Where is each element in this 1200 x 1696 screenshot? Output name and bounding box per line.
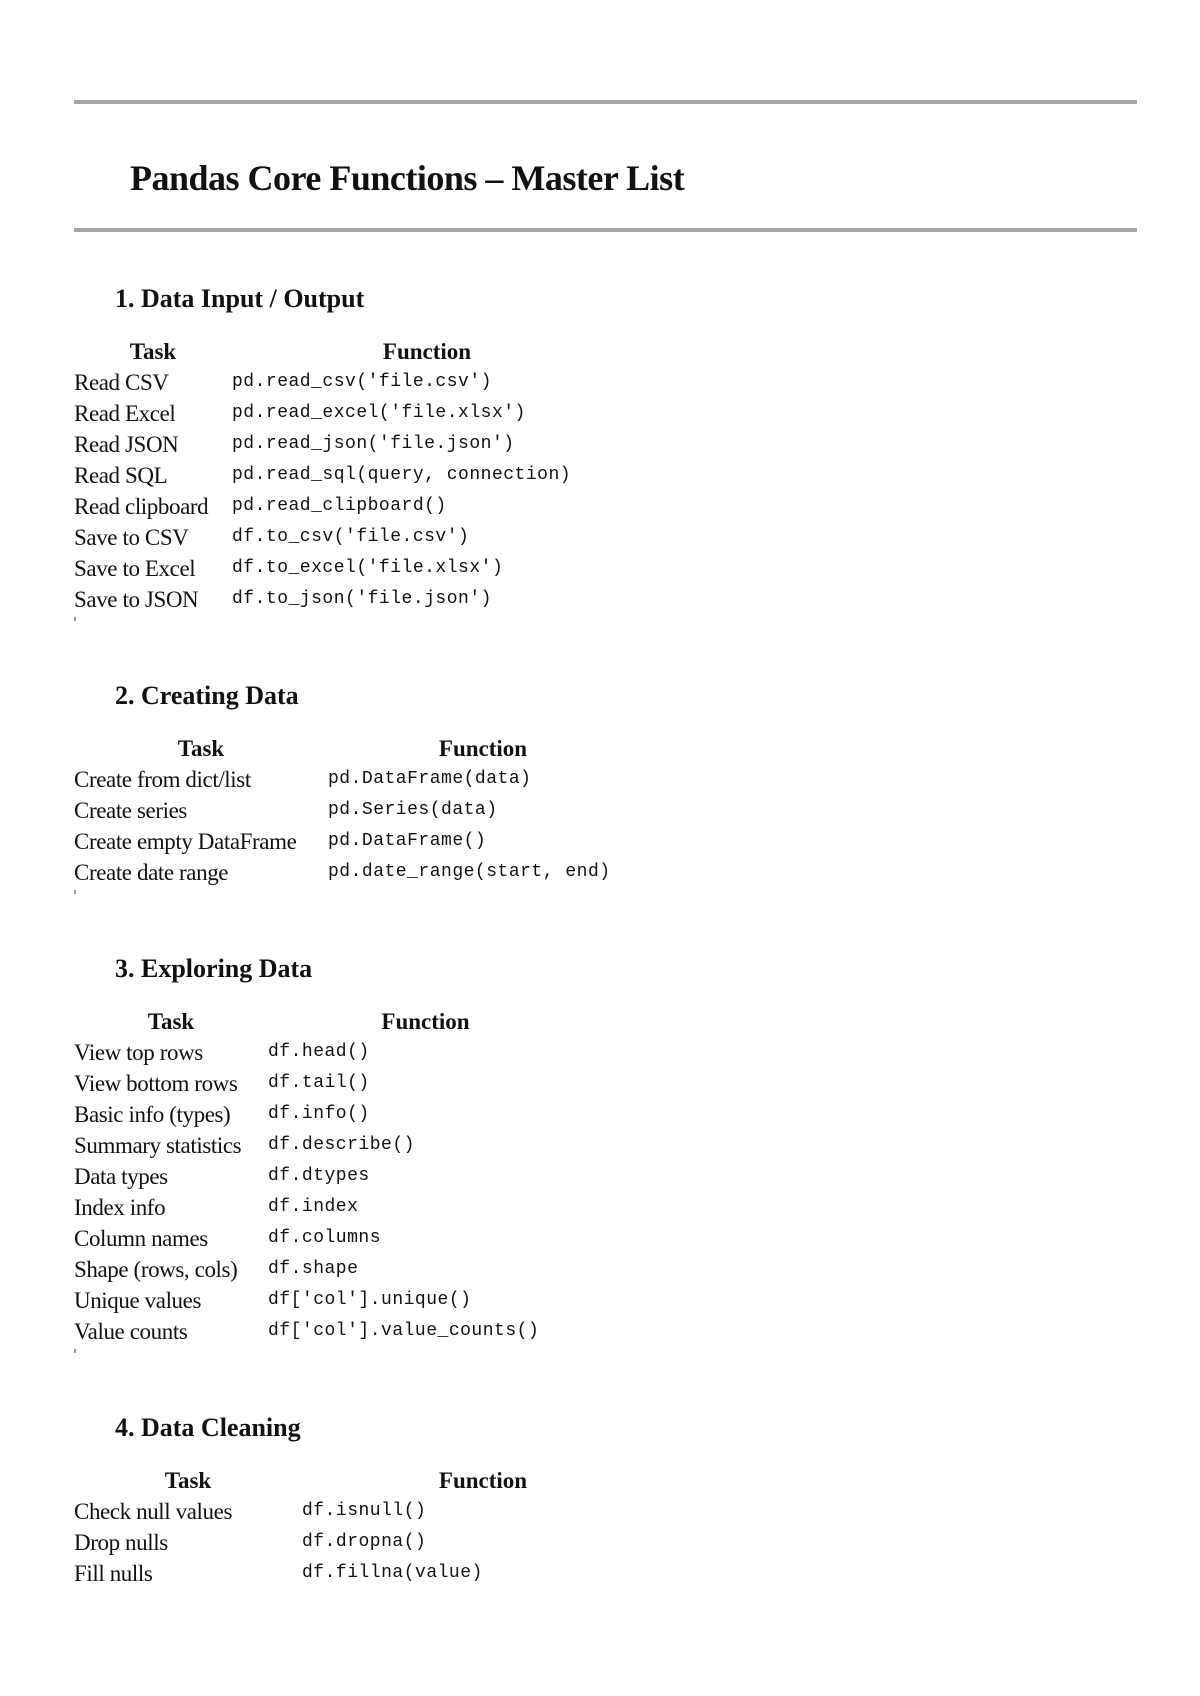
top-divider [74,100,1137,104]
table-row [74,553,622,584]
function-cell: df.tail() [268,1073,370,1093]
task-cell: Check null values [74,1499,232,1524]
column-header-task: Task [129,339,177,364]
column-header-function: Function [381,1009,470,1034]
task-cell: Value counts [74,1319,188,1344]
function-cell: df.head() [268,1042,370,1062]
column-header-function: Function [438,1468,528,1493]
task-cell: Shape (rows, cols) [74,1257,238,1282]
section-creating-data [74,679,638,894]
function-table [74,1008,583,1347]
section-data-cleaning [74,1411,664,1589]
table-row [74,1527,664,1558]
function-cell: df.fillna(value) [302,1563,483,1583]
function-table [74,1467,664,1589]
table-row [74,1192,583,1223]
function-cell: df.index [268,1197,359,1217]
task-cell: Save to CSV [74,525,189,550]
table-row [74,1316,583,1347]
section-heading: 2. Creating Data [115,681,299,710]
section-heading: 4. Data Cleaning [115,1413,301,1442]
task-cell: Save to Excel [74,556,196,581]
table-header-row [74,1008,583,1037]
function-cell: df.to_json('file.json') [232,589,492,609]
function-cell: pd.DataFrame() [328,831,487,851]
table-row [74,1068,583,1099]
table-row [74,1223,583,1254]
table-row [74,584,622,615]
task-cell: Basic info (types) [74,1102,231,1127]
document-title: Pandas Core Functions – Master List [130,158,685,198]
task-cell: View top rows [74,1040,203,1065]
function-cell: df.to_excel('file.xlsx') [232,558,504,578]
function-cell: df.dtypes [268,1166,370,1186]
column-header-task: Task [164,1468,212,1493]
table-row [74,1496,664,1527]
function-table [74,735,638,888]
section-exploring-data [74,952,583,1353]
section-heading: 1. Data Input / Output [115,284,365,313]
function-table [74,338,622,615]
function-cell: pd.read_csv('file.csv') [232,372,492,392]
table-row [74,398,622,429]
task-cell: Read SQL [74,463,168,488]
task-cell: Unique values [74,1288,202,1313]
task-cell: Fill nulls [74,1561,153,1586]
task-cell: Column names [74,1226,208,1251]
table-end-mark [74,617,76,621]
function-cell: df.shape [268,1259,359,1279]
table-row [74,429,622,460]
task-cell: Read CSV [74,370,169,395]
task-cell: Read JSON [74,432,179,457]
function-cell: df.info() [268,1104,370,1124]
function-cell: df.isnull() [302,1501,427,1521]
table-row [74,826,638,857]
column-header-task: Task [147,1009,195,1034]
task-cell: Summary statistics [74,1133,242,1158]
table-row [74,1099,583,1130]
table-row [74,1254,583,1285]
table-header-row [74,735,638,764]
table-row [74,1161,583,1192]
table-end-mark [74,890,76,894]
table-row [74,1130,583,1161]
task-cell: Create from dict/list [74,767,251,792]
table-row [74,522,622,553]
column-header-function: Function [382,339,472,364]
function-cell: pd.read_sql(query, connection) [232,465,572,485]
task-cell: Index info [74,1195,166,1220]
function-cell: pd.Series(data) [328,800,498,820]
task-cell: Create date range [74,860,229,885]
function-cell: df['col'].value_counts() [268,1321,540,1341]
table-row [74,1037,583,1068]
function-cell: pd.date_range(start, end) [328,862,611,882]
table-header-row [74,1467,664,1496]
function-cell: df.to_csv('file.csv') [232,527,470,547]
task-cell: Read Excel [74,401,176,426]
function-cell: df['col'].unique() [268,1290,472,1310]
function-cell: df.columns [268,1228,382,1248]
function-cell: pd.read_excel('file.xlsx') [232,403,526,423]
function-cell: df.describe() [268,1135,415,1155]
task-cell: Create series [74,798,187,823]
table-row [74,1285,583,1316]
task-cell: Read clipboard [74,494,209,519]
table-row [74,460,622,491]
column-header-task: Task [177,736,225,761]
task-cell: Data types [74,1164,168,1189]
table-row [74,795,638,826]
table-end-mark [74,1349,76,1353]
function-cell: pd.read_json('file.json') [232,434,515,454]
table-row [74,764,638,795]
task-cell: View bottom rows [74,1071,238,1096]
table-row [74,1558,664,1589]
section-heading: 3. Exploring Data [115,954,313,983]
task-cell: Drop nulls [74,1530,168,1555]
section-data-io [74,282,622,621]
title-divider [74,228,1137,232]
function-cell: pd.DataFrame(data) [328,769,532,789]
task-cell: Create empty DataFrame [74,829,297,854]
function-cell: df.dropna() [302,1532,427,1552]
table-row [74,367,622,398]
table-row [74,491,622,522]
table-row [74,857,638,888]
table-header-row [74,338,622,367]
column-header-function: Function [438,736,528,761]
function-cell: pd.read_clipboard() [232,496,447,516]
task-cell: Save to JSON [74,587,199,612]
